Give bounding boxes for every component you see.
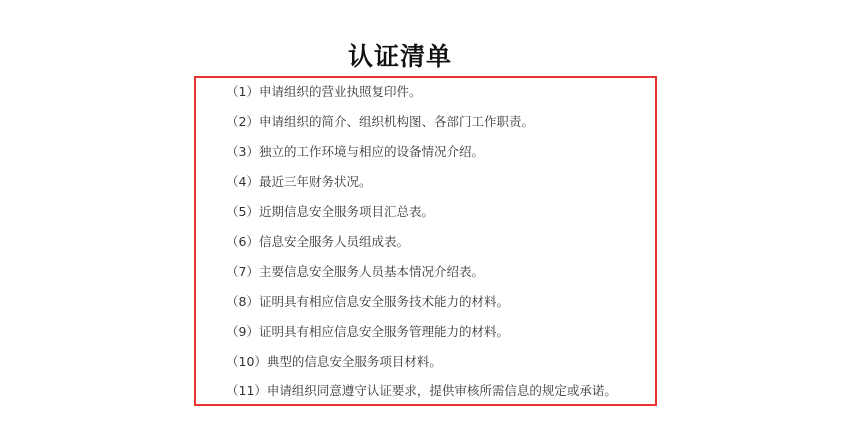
checklist-box	[194, 76, 657, 406]
page-title: 认证清单	[347, 41, 452, 71]
list-item: （11）申请组织同意遵守认证要求，提供审核所需信息的规定或承诺。	[226, 383, 617, 398]
list-item: （2）申请组织的简介、组织机构图、各部门工作职责。	[226, 114, 534, 129]
list-item: （3）独立的工作环境与相应的设备情况介绍。	[226, 144, 484, 159]
list-item: （7）主要信息安全服务人员基本情况介绍表。	[226, 264, 484, 279]
list-item: （10）典型的信息安全服务项目材料。	[226, 354, 442, 369]
list-item: （8）证明具有相应信息安全服务技术能力的材料。	[226, 294, 509, 309]
list-item: （9）证明具有相应信息安全服务管理能力的材料。	[226, 324, 509, 339]
list-item: （5）近期信息安全服务项目汇总表。	[226, 204, 434, 219]
list-item: （6）信息安全服务人员组成表。	[226, 234, 409, 249]
list-item: （4）最近三年财务状况。	[226, 174, 372, 189]
list-item: （1）申请组织的营业执照复印件。	[226, 84, 422, 99]
